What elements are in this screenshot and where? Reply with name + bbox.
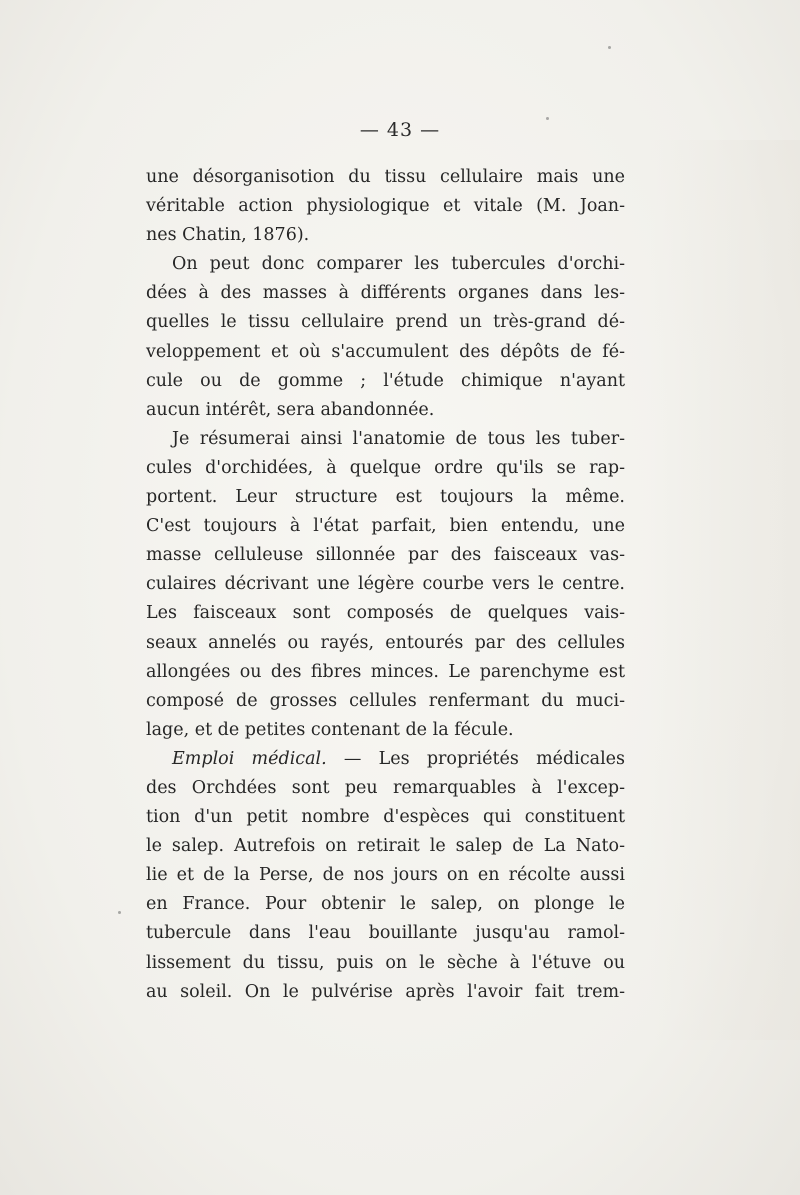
- page-number: — 43 —: [359, 119, 441, 141]
- text-line: dées à des masses à différents organes dans les-: [146, 283, 625, 304]
- text-line: au soleil. On le pulvérise après l'avoir fait trem-: [146, 981, 625, 1002]
- body-text: [146, 163, 625, 1007]
- paper-speck: [608, 46, 611, 49]
- text-line: culaires décrivant une légère courbe vers le centre.: [146, 574, 625, 595]
- text-line-rest: — Les propriétés médicales: [326, 748, 625, 769]
- text-line: Les faisceaux sont composés de quelques vais-: [146, 603, 625, 624]
- text-line: masse celluleuse sillonnée par des faisceaux vas-: [146, 545, 625, 566]
- text-line: cule ou de gomme ; l'étude chimique n'ayant: [146, 370, 625, 391]
- text-line: véritable action physiologique et vitale (M. Joan-: [146, 196, 625, 217]
- text-line: en France. Pour obtenir le salep, on plonge le: [146, 894, 625, 915]
- text-line: lissement du tissu, puis on le sèche à l'étuve ou: [146, 952, 625, 973]
- text-line: Je résumerai ainsi l'anatomie de tous les tuber-: [172, 428, 625, 449]
- text-line: nes Chatin, 1876).: [146, 225, 310, 246]
- text-line: quelles le tissu cellulaire prend un très-grand dé-: [146, 312, 625, 333]
- paper-speck: [118, 911, 121, 914]
- text-line: cules d'orchidées, à quelque ordre qu'ils se rap-: [146, 457, 625, 478]
- text-line: une désorganisotion du tissu cellulaire mais une: [146, 167, 625, 187]
- text-line: allongées ou des fibres minces. Le parenchyme est: [146, 661, 625, 682]
- text-line: seaux annelés ou rayés, entourés par des cellules: [146, 632, 625, 653]
- text-line: C'est toujours à l'état parfait, bien entendu, une: [146, 516, 625, 537]
- text-line: lie et de la Perse, de nos jours on en récolte aussi: [146, 865, 625, 886]
- text-line: On peut donc comparer les tubercules d'orchi-: [172, 254, 625, 275]
- text-line: tion d'un petit nombre d'espèces qui constituent: [146, 807, 625, 828]
- text-line: tubercule dans l'eau bouillante jusqu'au ramol-: [146, 923, 625, 944]
- text-line: portent. Leur structure est toujours la même.: [146, 487, 625, 508]
- text-line: aucun intérêt, sera abandonnée.: [146, 399, 435, 420]
- text-line: des Orchdées sont peu remarquables à l'excep-: [146, 777, 625, 798]
- show-through-shadow: [650, 140, 800, 1040]
- text-line: lage, et de petites contenant de la fécule.: [146, 719, 514, 740]
- text-line: composé de grosses cellules renfermant du muci-: [146, 690, 625, 711]
- text-line: [146, 745, 625, 774]
- text-line: veloppement et où s'accumulent des dépôts de fé-: [146, 341, 625, 362]
- section-heading: Emploi médical.: [172, 748, 327, 769]
- text-line: le salep. Autrefois on retirait le salep de La Nato-: [146, 836, 625, 857]
